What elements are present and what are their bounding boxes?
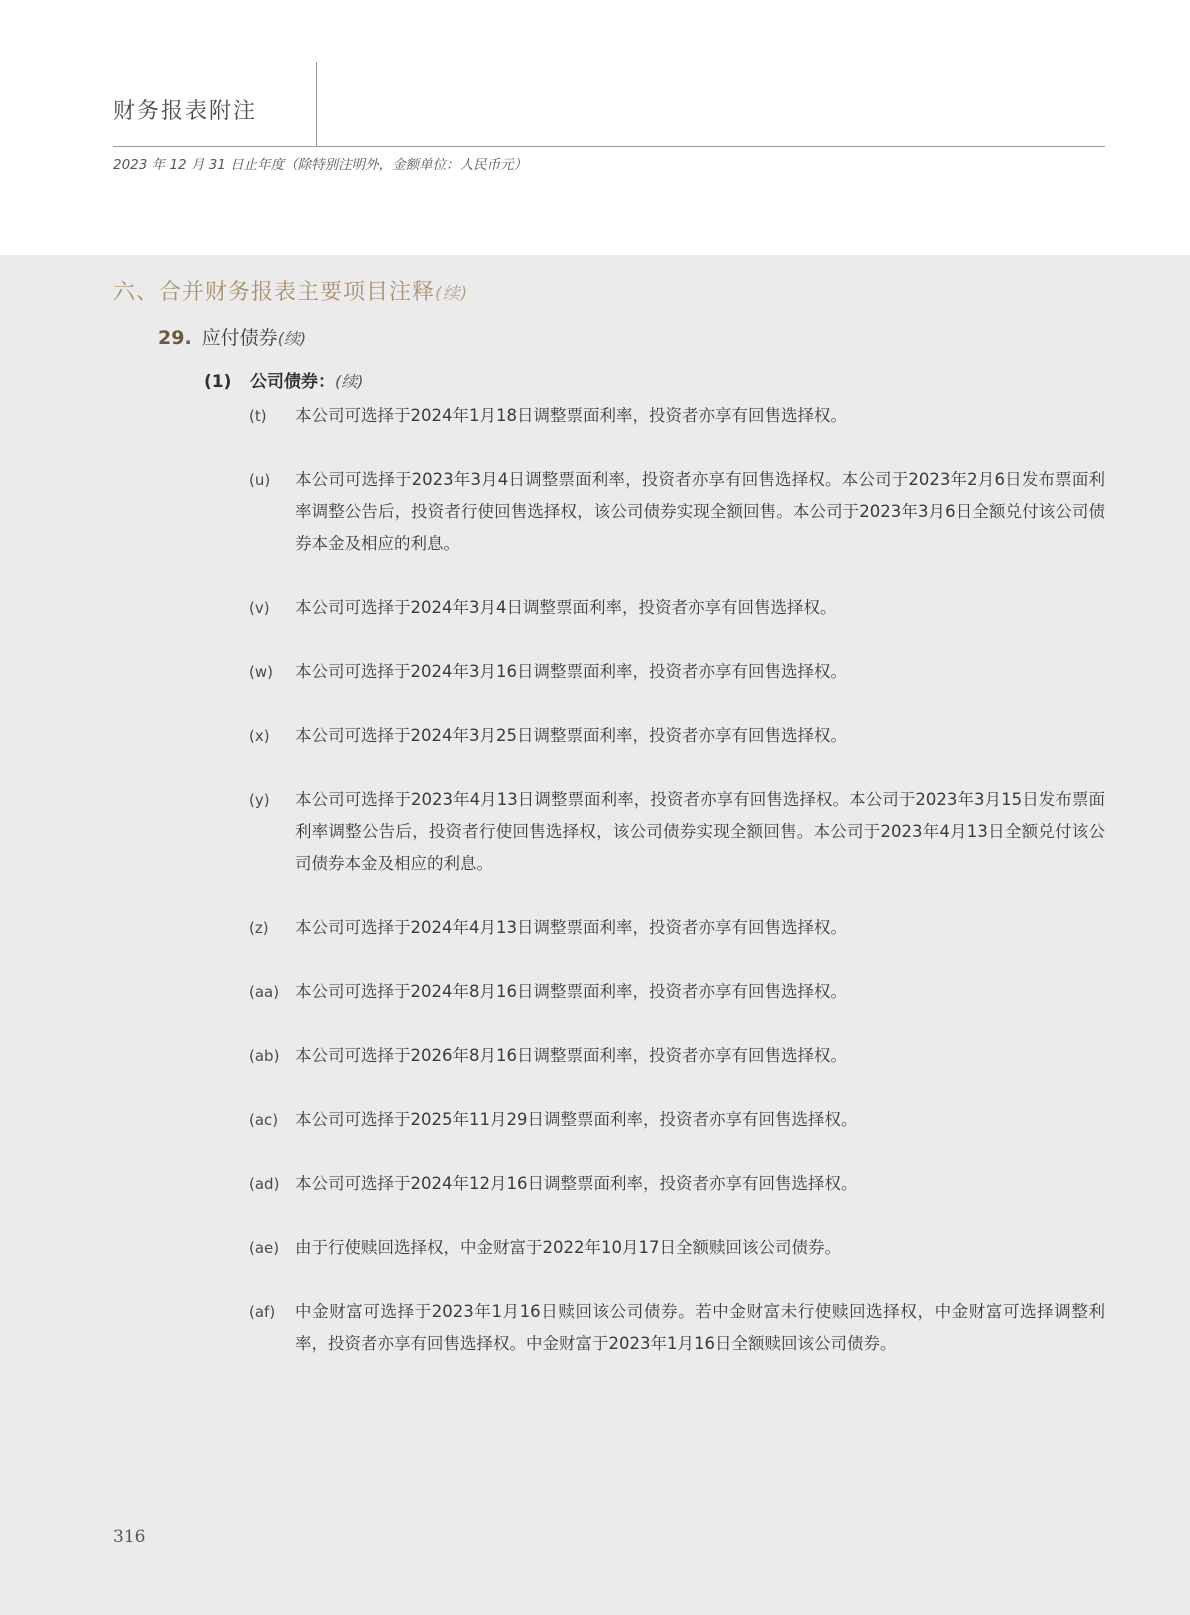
list-item (249, 464, 1105, 560)
item-text: 本公司可选择于2024年8月16日调整票面利率，投资者亦享有回售选择权。 (295, 982, 847, 1001)
item-marker: (ae) (249, 1239, 280, 1257)
section-title-continued: (续) (435, 284, 469, 304)
content-area (0, 255, 1190, 1615)
list-item (249, 1104, 1105, 1136)
item-marker: (af) (249, 1303, 276, 1321)
header-subtitle: 2023 年 12 月 31 日止年度（除特别注明外，金额单位：人民币元） (113, 157, 528, 173)
list-item (249, 784, 1105, 880)
list-item (249, 912, 1105, 944)
item-marker: (ac) (249, 1111, 279, 1129)
subsection-title-continued: (续) (335, 372, 364, 391)
item-text: 本公司可选择于2026年8月16日调整票面利率，投资者亦享有回售选择权。 (295, 1046, 847, 1065)
item-marker: (z) (249, 919, 269, 937)
item-text: 本公司可选择于2024年12月16日调整票面利率，投资者亦享有回售选择权。 (295, 1174, 858, 1193)
item-marker: (ad) (249, 1175, 280, 1193)
page-header (0, 0, 1190, 255)
item-marker: (t) (249, 407, 267, 425)
item-text: 中金财富可选择于2023年1月16日赎回该公司债券。若中金财富未行使赎回选择权，中金财富可选择调整利率，投资者亦享有回售选择权。中金财富于2023年1月16日全额赎回该公司债券。 (295, 1302, 1105, 1353)
item-text: 由于行使赎回选择权，中金财富于2022年10月17日全额赎回该公司债券。 (295, 1238, 841, 1257)
item-list (249, 400, 1105, 1392)
list-item (249, 592, 1105, 624)
subsection-number: (1) (204, 372, 232, 392)
item-text: 本公司可选择于2024年4月13日调整票面利率，投资者亦享有回售选择权。 (295, 918, 847, 937)
item-marker: (u) (249, 471, 271, 489)
list-item (249, 400, 1105, 432)
list-item (249, 1040, 1105, 1072)
item-text: 本公司可选择于2023年4月13日调整票面利率，投资者亦享有回售选择权。本公司于2023年3月15日发布票面利率调整公告后，投资者行使回售选择权，该公司债券实现全额回售。本公司于2023年4月13日全额兑付该公司债券本金及相应的利息。 (295, 790, 1105, 873)
item-text: 本公司可选择于2024年3月16日调整票面利率，投资者亦享有回售选择权。 (295, 662, 847, 681)
note-title (158, 323, 306, 350)
note-title-continued: (续) (277, 329, 307, 348)
item-marker: (v) (249, 599, 270, 617)
section-title-text: 六、合并财务报表主要项目注释 (113, 280, 436, 305)
header-divider-horizontal (113, 146, 1105, 147)
list-item (249, 1168, 1105, 1200)
subsection-title (204, 367, 364, 392)
item-marker: (aa) (249, 983, 280, 1001)
list-item (249, 1232, 1105, 1264)
subsection-title-text: 公司债券： (250, 372, 335, 392)
item-text: 本公司可选择于2025年11月29日调整票面利率，投资者亦享有回售选择权。 (295, 1110, 858, 1129)
list-item (249, 1296, 1105, 1360)
item-text: 本公司可选择于2024年3月4日调整票面利率，投资者亦享有回售选择权。 (295, 598, 837, 617)
list-item (249, 720, 1105, 752)
item-text: 本公司可选择于2024年1月18日调整票面利率，投资者亦享有回售选择权。 (295, 406, 847, 425)
section-title (113, 275, 468, 306)
header-divider-vertical (316, 62, 317, 146)
header-title: 财务报表附注 (113, 99, 258, 124)
item-marker: (w) (249, 663, 273, 681)
item-marker: (x) (249, 727, 270, 745)
item-text: 本公司可选择于2023年3月4日调整票面利率，投资者亦享有回售选择权。本公司于2023年2月6日发布票面利率调整公告后，投资者行使回售选择权，该公司债券实现全额回售。本公司于2023年3月6日全额兑付该公司债券本金及相应的利息。 (295, 470, 1105, 553)
note-title-text: 应付债券 (201, 327, 278, 349)
item-marker: (y) (249, 791, 270, 809)
item-text: 本公司可选择于2024年3月25日调整票面利率，投资者亦享有回售选择权。 (295, 726, 847, 745)
page-number: 316 (113, 1527, 146, 1547)
list-item (249, 976, 1105, 1008)
note-number: 29. (158, 327, 192, 349)
item-marker: (ab) (249, 1047, 280, 1065)
list-item (249, 656, 1105, 688)
